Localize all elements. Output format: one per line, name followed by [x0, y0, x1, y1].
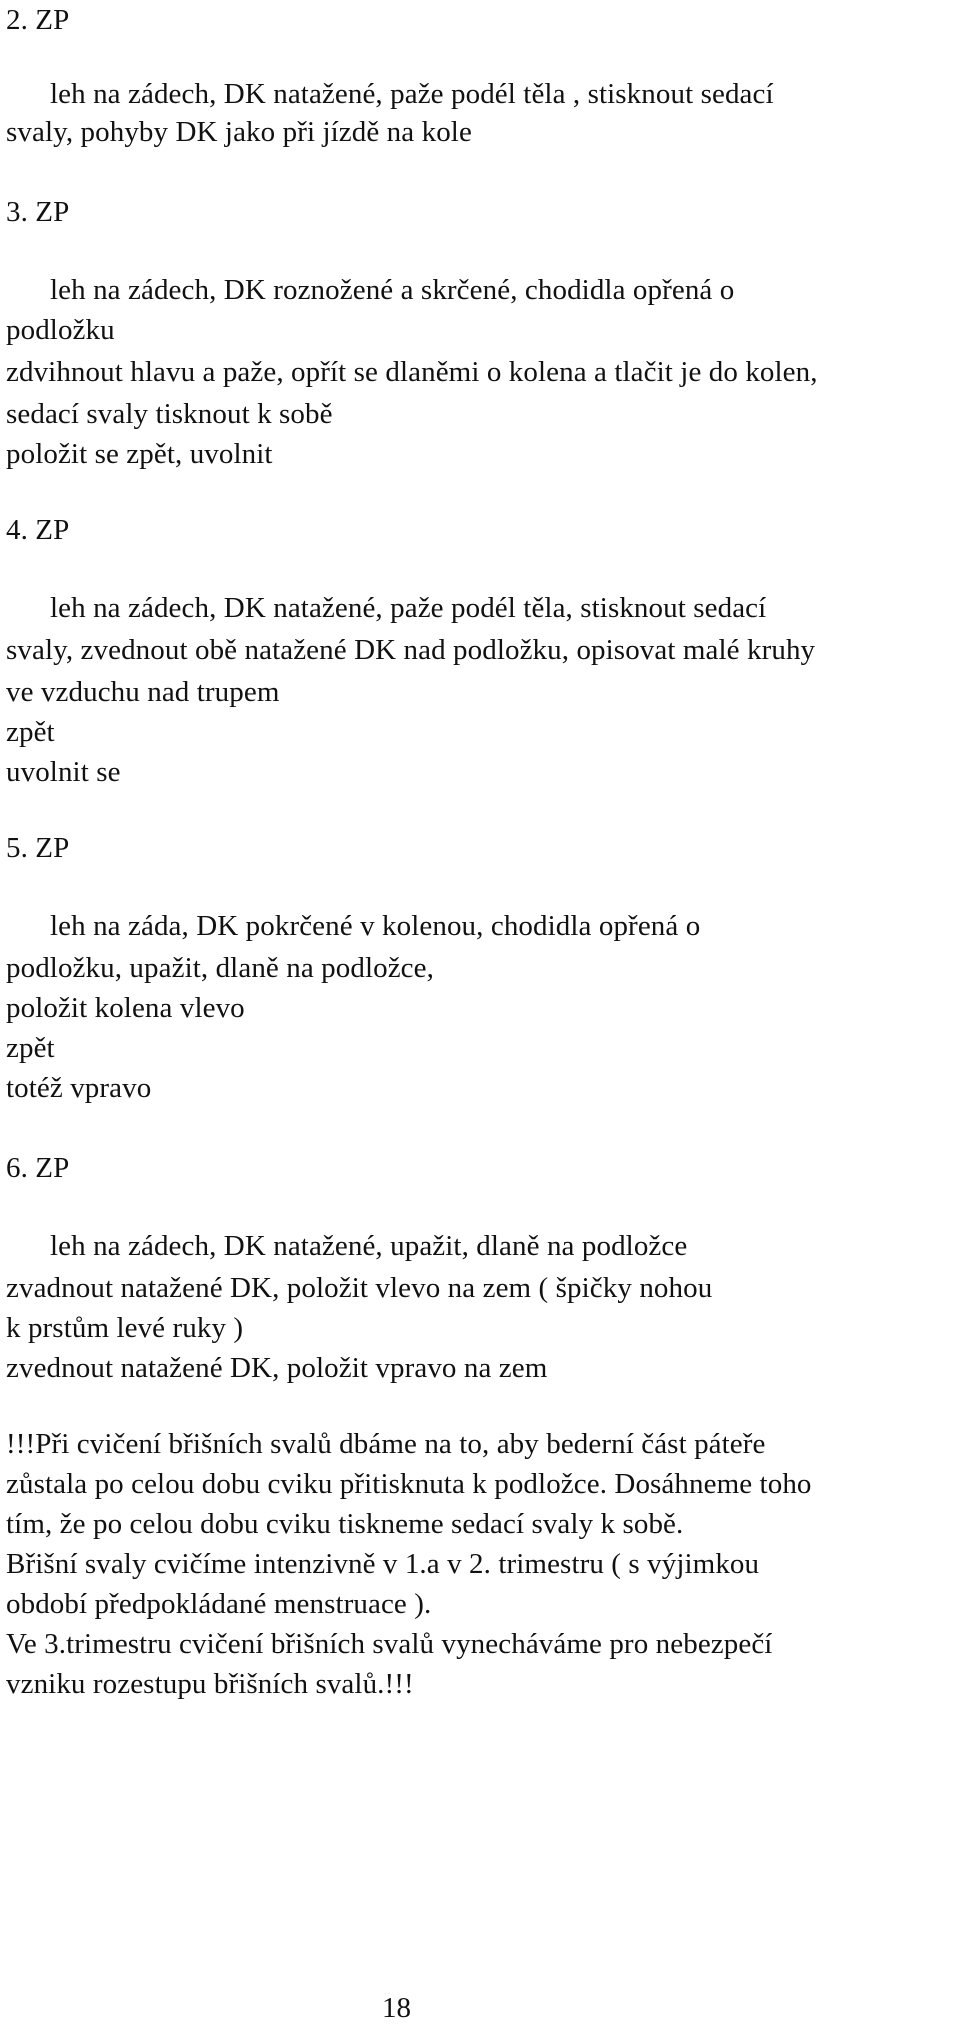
note-line-3: tím, že po celou dobu cviku tiskneme sedací svaly k sobě. — [6, 1508, 684, 1540]
section-4-line-1: leh na zádech, DK natažené, paže podél těla, stisknout sedací — [50, 592, 767, 624]
section-2-line-1: leh na zádech, DK natažené, paže podél těla , stisknout sedací — [50, 78, 774, 110]
section-5-line-4: zpět — [6, 1032, 55, 1064]
section-4-line-2: svaly, zvednout obě natažené DK nad podložku, opisovat malé kruhy — [6, 634, 816, 666]
section-3-line-1: leh na zádech, DK roznožené a skrčené, chodidla opřená o — [50, 274, 735, 306]
section-6-line-1: leh na zádech, DK natažené, upažit, dlaně na podložce — [50, 1230, 688, 1262]
section-3-line-2: podložku — [6, 314, 115, 346]
section-5-line-3: položit kolena vlevo — [6, 992, 245, 1024]
section-2-line-2: svaly, pohyby DK jako při jízdě na kole — [6, 116, 472, 148]
section-5-line-2: podložku, upažit, dlaně na podložce, — [6, 952, 434, 984]
section-6-line-4: zvednout natažené DK, položit vpravo na zem — [6, 1352, 548, 1384]
section-heading-4: 4. ZP — [6, 514, 70, 546]
note-line-4: Břišní svaly cvičíme intenzivně v 1.a v 2. trimestru ( s výjimkou — [6, 1548, 760, 1580]
section-3-line-4: sedací svaly tisknout k sobě — [6, 398, 333, 430]
section-3-line-5: položit se zpět, uvolnit — [6, 438, 273, 470]
section-heading-3: 3. ZP — [6, 196, 70, 228]
note-line-5: období předpokládané menstruace ). — [6, 1588, 432, 1620]
section-heading-6: 6. ZP — [6, 1152, 70, 1184]
note-line-6: Ve 3.trimestru cvičení břišních svalů vynecháváme pro nebezpečí — [6, 1628, 773, 1660]
section-5-line-5: totéž vpravo — [6, 1072, 152, 1104]
section-4-line-3: ve vzduchu nad trupem — [6, 676, 280, 708]
section-heading-5: 5. ZP — [6, 832, 70, 864]
section-5-line-1: leh na záda, DK pokrčené v kolenou, chodidla opřená o — [50, 910, 701, 942]
note-line-7: vzniku rozestupu břišních svalů.!!! — [6, 1668, 414, 1700]
section-4-line-5: uvolnit se — [6, 756, 121, 788]
section-3-line-3: zdvihnout hlavu a paže, opřít se dlaněmi o kolena a tlačit je do kolen, — [6, 356, 818, 388]
section-6-line-3: k prstům levé ruky ) — [6, 1312, 244, 1344]
note-line-1: !!!Při cvičení břišních svalů dbáme na to, aby bederní část páteře — [6, 1428, 766, 1460]
section-4-line-4: zpět — [6, 716, 55, 748]
note-line-2: zůstala po celou dobu cviku přitisknuta k podložce. Dosáhneme toho — [6, 1468, 812, 1500]
section-6-line-2: zvadnout natažené DK, položit vlevo na zem ( špičky nohou — [6, 1272, 713, 1304]
section-heading-2: 2. ZP — [6, 4, 70, 36]
page-number: 18 — [382, 1992, 411, 2024]
